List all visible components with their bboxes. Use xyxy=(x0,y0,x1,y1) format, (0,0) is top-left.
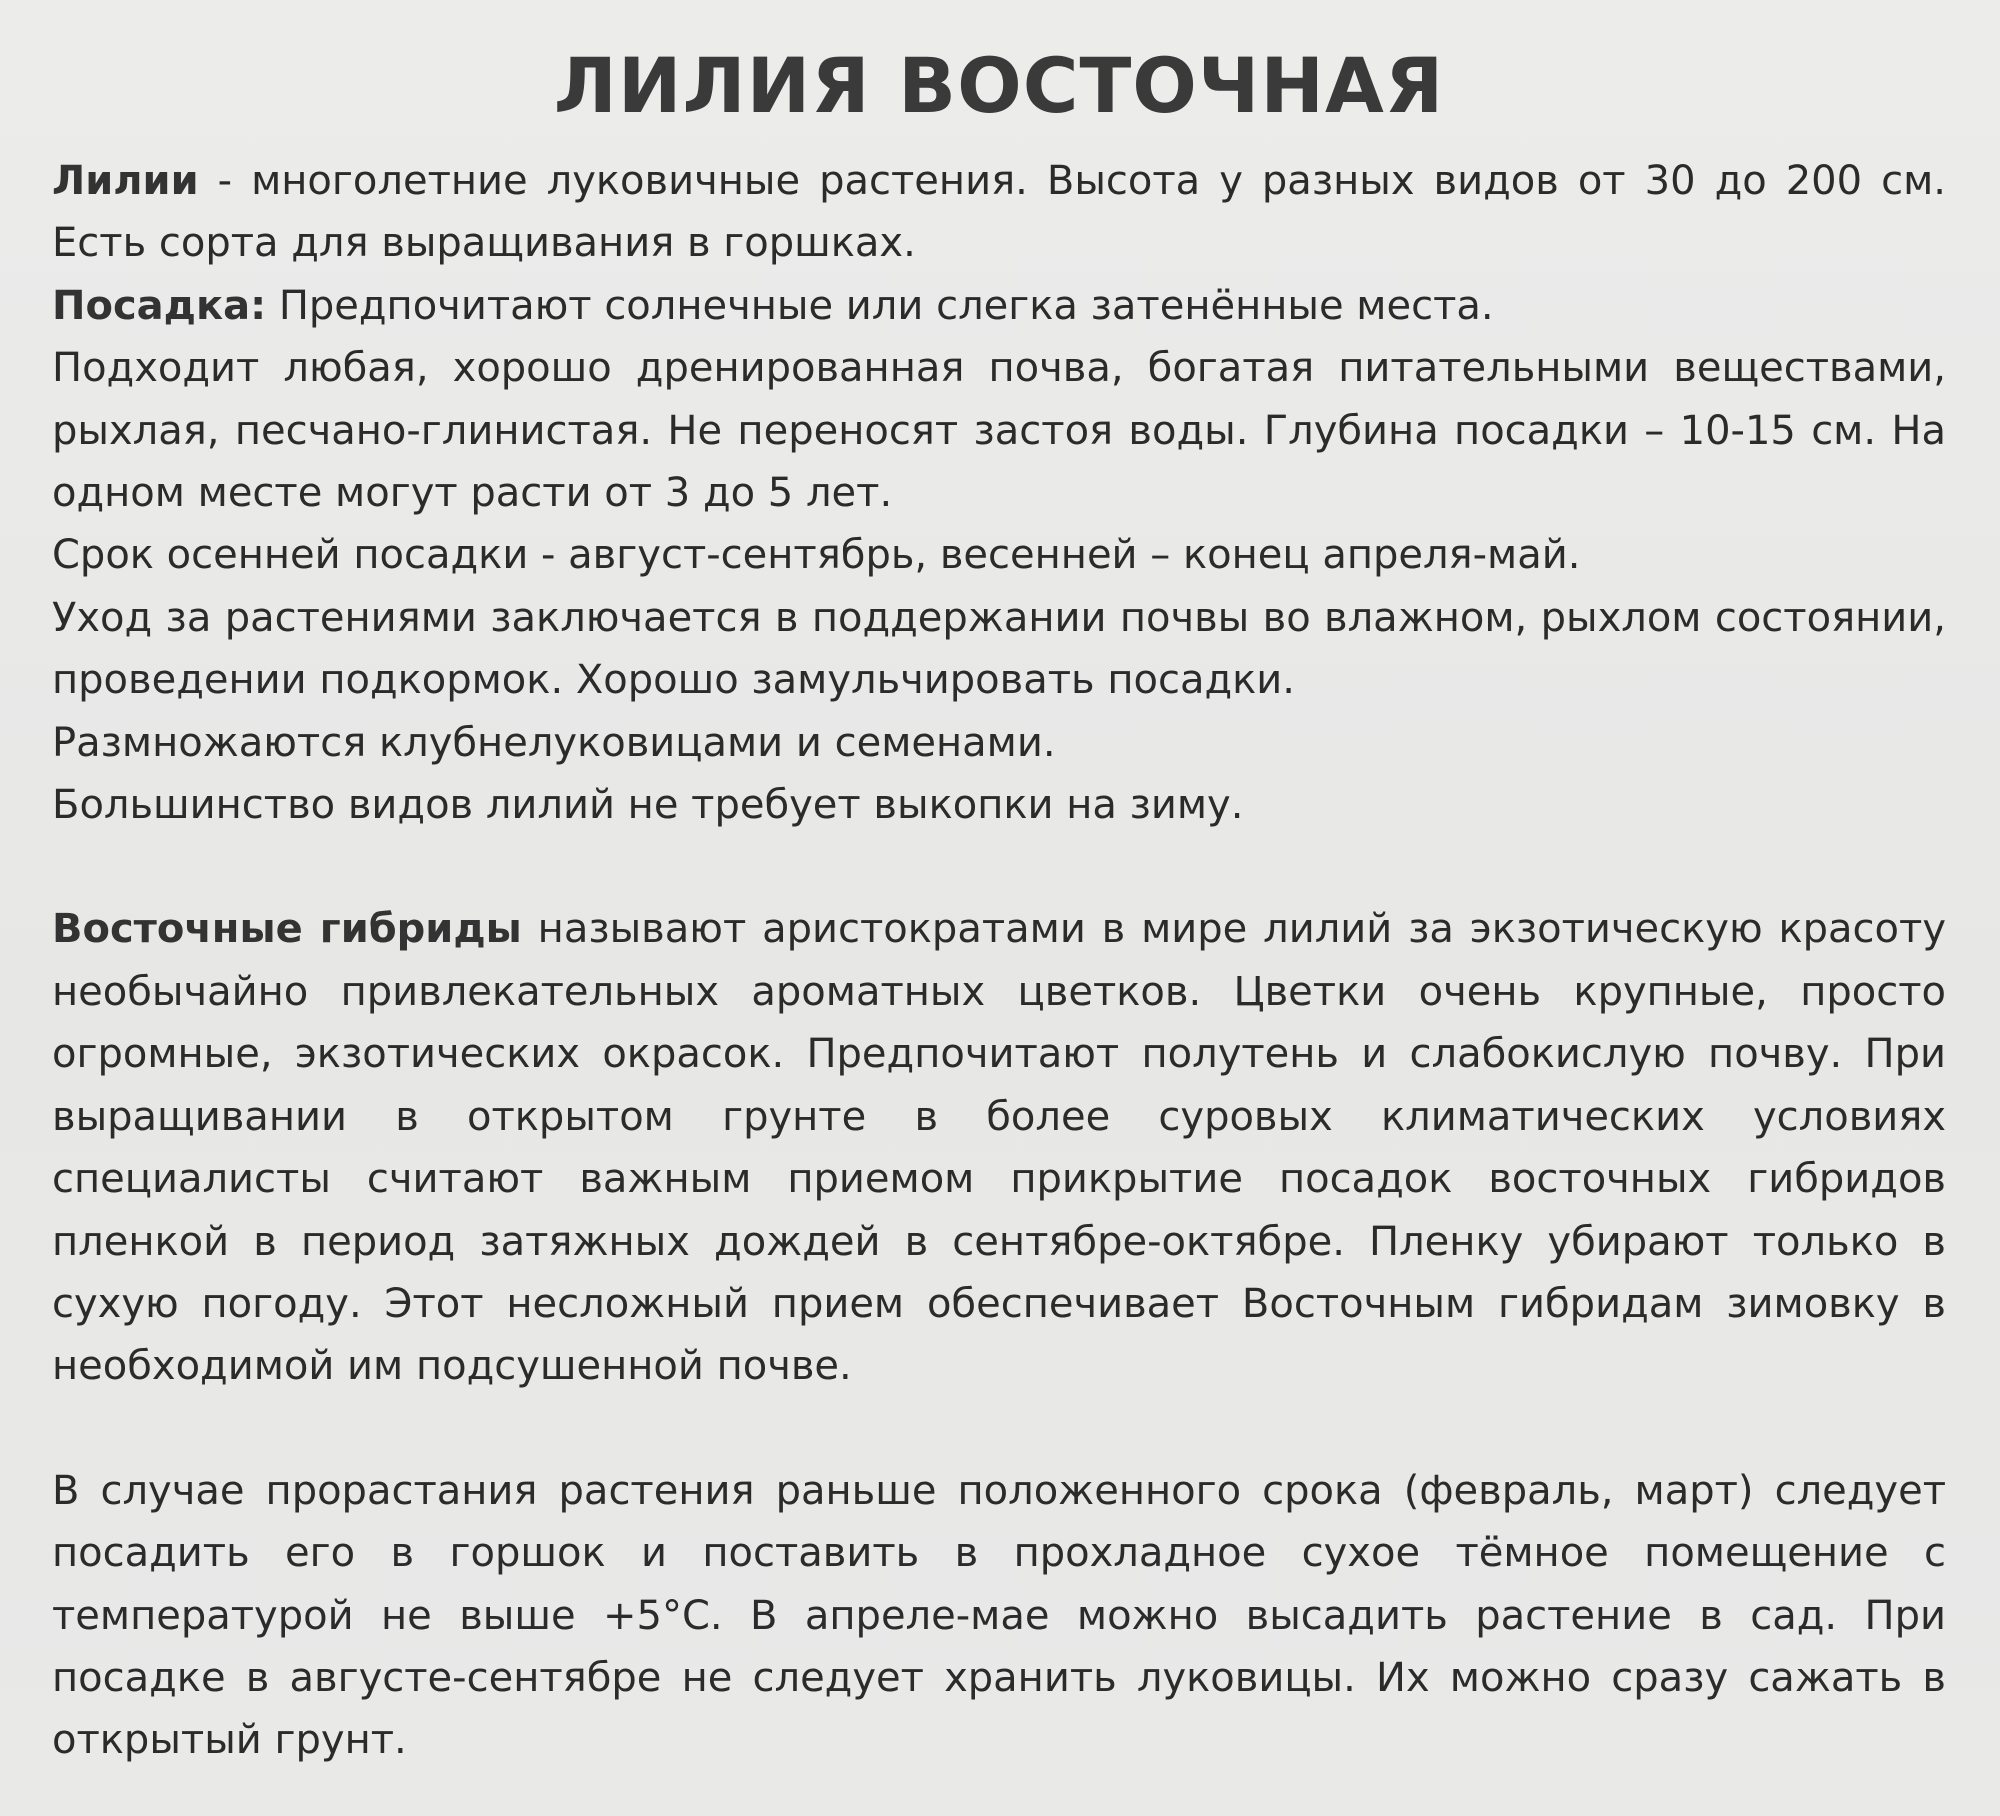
paragraph-propagation: Размножаются клубнелуковицами и семенами. xyxy=(52,719,1056,766)
paragraph-oriental-hybrids-text: называют аристократами в мире лилий за экзотическую красоту необычайно привлекательных ароматных цветков. Цветки очень крупные, просто огромные, экзотических окрасок. Предпочитают полутень и слабокислую почву. При выращивании в открытом грунте в более суровых климатических условиях специалисты считают важным приемом прикрытие посадок восточных гибридов пленкой в период затяжных дождей в сентябре-октябре. Пленку убирают только в сухую погоду. Этот несложный прием обеспечивает Восточным гибридам зимовку в необходимой им подсушенной почве. xyxy=(52,906,1946,1390)
paragraph-oriental-hybrids xyxy=(52,898,1946,1397)
paragraph-planting xyxy=(52,275,1946,337)
paragraph-soil: Подходит любая, хорошо дренированная почва, богатая питательными веществами, рыхлая, песчано-глинистая. Не переносят застоя воды. Глубина посадки – 10-15 см. На одном месте могут расти от 3 до 5 лет. xyxy=(52,345,1946,517)
paragraph-care: Уход за растениями заключается в поддержании почвы во влажном, рыхлом состоянии, проведении подкормок. Хорошо замульчировать посадки. xyxy=(52,594,1946,704)
section-spacer xyxy=(52,836,1946,898)
term-lilies: Лилии xyxy=(52,158,199,204)
section-spacer xyxy=(52,1398,1946,1460)
paragraph-planting-text: Предпочитают солнечные или слегка затенённые места. xyxy=(266,282,1494,329)
paragraph-winter: Большинство видов лилий не требует выкопки на зиму. xyxy=(52,782,1244,829)
paragraph-early-sprouting: В случае прорастания растения раньше положенного срока (февраль, март) следует посадить его в горшок и поставить в прохладное сухое тёмное помещение с температурой не выше +5°С. В апреле-мае можно высадить растение в сад. При посадке в августе-сентябре не следует хранить луковицы. Их можно сразу сажать в открытый грунт. xyxy=(52,1467,1946,1764)
term-oriental-hybrids: Восточные гибриды xyxy=(52,906,522,953)
document-title: ЛИЛИЯ ВОСТОЧНАЯ xyxy=(553,41,1445,130)
paragraph-lilies xyxy=(52,150,1946,275)
paragraph-lilies-text: - многолетние луковичные растения. Высота у разных видов от 30 до 200 см. Есть сорта для выращивания в горшках. xyxy=(52,158,1946,267)
term-planting: Посадка: xyxy=(52,282,267,329)
paragraph-planting-time: Срок осенней посадки - август-сентябрь, весенней – конец апреля-май. xyxy=(52,532,1581,579)
